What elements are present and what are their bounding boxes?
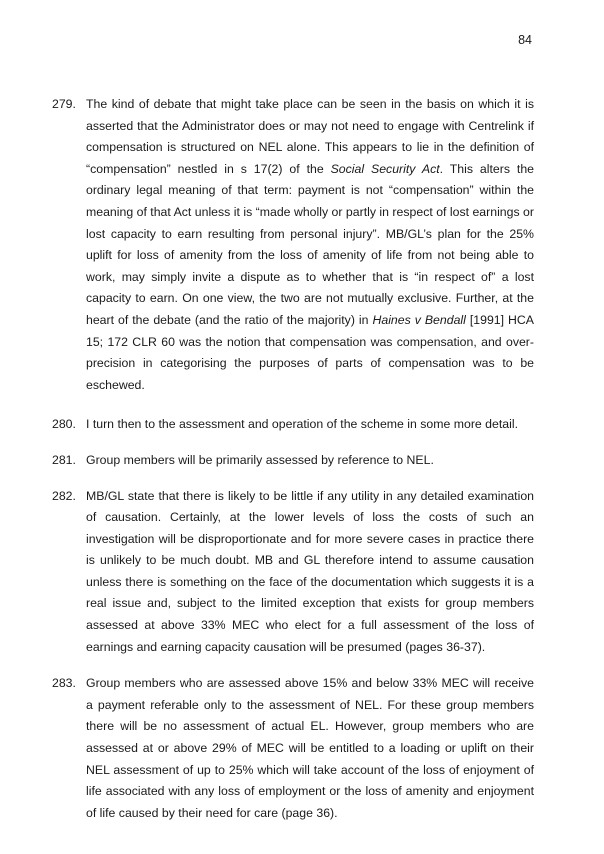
paragraph-text [86,453,434,467]
case-citation: Haines v Bendall [372,312,466,327]
text-segment: MB/GL state that there is likely to be little if any utility in any detailed examination of causation. Certainly, at the lower levels of loss the costs of such an investigation will be disproportionate and for more severe cases in practice there is unlikely to be much doubt. MB and GL therefore intend to assume causation unless there is something on the face of the documentation which suggests it is a real issue and, subject to the limited exception that exists for group members assessed at above 33% MEC who elect for a full assessment of the loss of earnings and earning capacity causation will be presumed (pages 36-37). [86,488,534,654]
paragraph-282 [52,486,534,659]
paragraph-text [86,676,534,820]
paragraph-list [52,94,534,839]
paragraph-number: 281. [52,452,76,467]
text-segment: . This alters the ordinary legal meaning of that term: payment is not “compensation” within the meaning of that Act unless it is “made wholly or partly in respect of lost earnings or lost capacity to earn resulting from personal injury”. MB/GL’s plan for the 25% uplift for loss of amenity from the loss of amenity of life from not being able to work, may simply invite a dispute as to whether that is “in respect of” a lost capacity to earn. On one view, the two are not mutually exclusive. Further, at the heart of the debate (and the ratio of the majority) in [86,161,534,327]
paragraph-283 [52,673,534,824]
statute-citation: Social Security Act [330,161,440,176]
paragraph-number: 283. [52,676,76,691]
text-segment: Group members who are assessed above 15% and below 33% MEC will receive a payment referable only to the assessment of NEL. For these group members there will be no assessment of actual EL. However, group members who are assessed at or above 29% of MEC will be entitled to a loading or uplift on their NEL assessment of up to 25% which will take account of the loss of enjoyment of life associated with any loss of employment or the loss of amenity and enjoyment of life caused by their need for care (page 36). [86,676,534,820]
paragraph-text [86,417,518,431]
text-segment: [1991] HCA 15; 172 CLR 60 was the notion that compensation was compensation, and over-precision in categorising the purposes of parts of compensation was to be eschewed. [86,312,535,392]
paragraph-number: 279. [52,97,76,111]
paragraph-number: 280. [52,417,76,432]
page-number: 84 [518,33,532,47]
paragraph-279 [52,94,534,396]
paragraph-number: 282. [52,488,76,503]
text-segment: I turn then to the assessment and operation of the scheme in some more detail. [86,417,519,432]
paragraph-281 [52,450,534,472]
paragraph-280 [52,414,534,436]
text-segment: Group members will be primarily assessed by reference to NEL. [86,452,434,467]
paragraph-text [86,489,534,654]
paragraph-text [86,97,534,392]
text-segment: The kind of debate that might take place can be seen in the basis on which it is asserted that the Administrator does or may not need to engage with Centrelink if compensation is structured on NEL alone. This appears to lie in the definition of “compensation” nestled in s 17(2) of the [86,97,534,176]
